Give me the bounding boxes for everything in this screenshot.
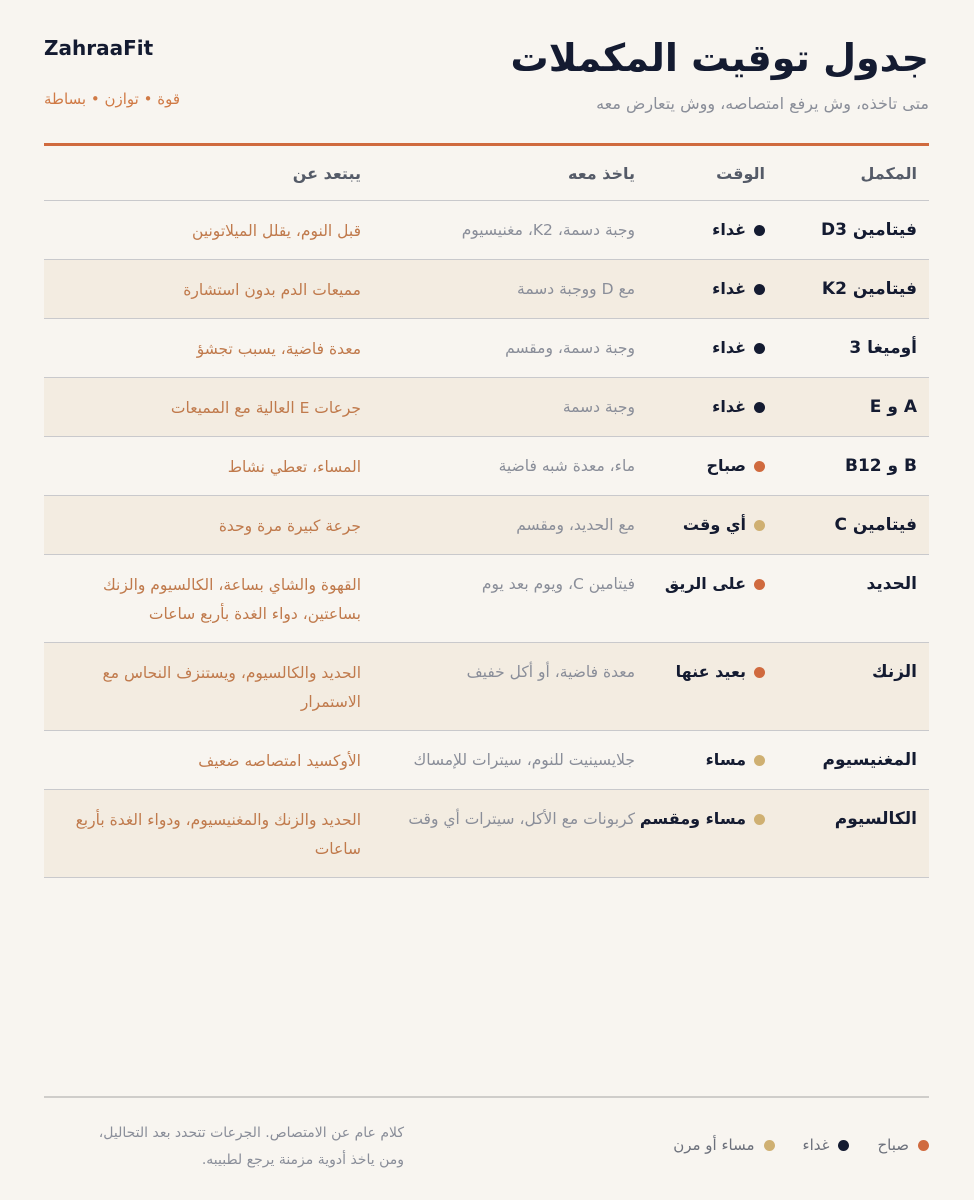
- table-row: [44, 643, 929, 731]
- supplement-name: المغنيسيوم: [822, 750, 917, 770]
- legend-item: [877, 1136, 929, 1154]
- cell-supplement: [765, 437, 929, 496]
- cell-time: [635, 731, 765, 790]
- supplement-name: A و E: [869, 397, 917, 417]
- cell-time: [635, 378, 765, 437]
- cell-take-with: [361, 260, 635, 319]
- time-label: صباح: [706, 456, 746, 475]
- legend-item: [803, 1136, 850, 1154]
- time-dot-icon: [754, 667, 765, 678]
- supplement-name: B و B12: [845, 456, 917, 476]
- cell-take-with: [361, 496, 635, 555]
- table-row: [44, 731, 929, 790]
- take-with-text: فيتامين C، ويوم بعد يوم: [481, 575, 635, 593]
- supplement-name: الزنك: [872, 662, 917, 682]
- cell-take-with: [361, 201, 635, 260]
- cell-time: [635, 437, 765, 496]
- legend: [645, 1136, 929, 1154]
- take-with-text: جلايسينيت للنوم، سيترات للإمساك: [413, 751, 635, 769]
- legend-dot-icon: [918, 1140, 929, 1151]
- take-with-text: كربونات مع الأكل، سيترات أي وقت: [408, 810, 635, 828]
- cell-time: [635, 319, 765, 378]
- avoid-text: مميعات الدم بدون استشارة: [183, 281, 361, 299]
- table-row: [44, 260, 929, 319]
- avoid-text: قبل النوم، يقلل الميلاتونين: [192, 222, 361, 240]
- cell-time: [635, 496, 765, 555]
- supplement-name: فيتامين C: [834, 515, 917, 535]
- avoid-text: المساء، تعطي نشاط: [227, 458, 361, 476]
- footer-note-line: كلام عام عن الامتصاص. الجرعات تتحدد بعد التحاليل،: [98, 1125, 404, 1141]
- avoid-text: الأوكسيد امتصاصه ضعيف: [198, 752, 361, 770]
- take-with-text: وجبة دسمة، K2، مغنيسيوم: [461, 221, 635, 239]
- brand-logo-text: ZahraaFit: [44, 36, 154, 60]
- cell-supplement: [765, 790, 929, 878]
- take-with-text: ماء، معدة شبه فاضية: [498, 457, 635, 475]
- column-header-take-with: ياخذ معه: [361, 146, 635, 201]
- cell-take-with: [361, 790, 635, 878]
- time-dot-icon: [754, 343, 765, 354]
- cell-supplement: [765, 260, 929, 319]
- cell-time: [635, 555, 765, 643]
- time-dot-icon: [754, 284, 765, 295]
- page: [44, 0, 929, 1200]
- time-label: غداء: [712, 220, 746, 239]
- footer-divider: [44, 1096, 929, 1098]
- cell-avoid: [44, 378, 361, 437]
- cell-supplement: [765, 731, 929, 790]
- time-dot-icon: [754, 755, 765, 766]
- cell-take-with: [361, 378, 635, 437]
- cell-avoid: [44, 496, 361, 555]
- legend-label: غداء: [802, 1136, 830, 1154]
- table-row: [44, 790, 929, 878]
- column-header-supplement: المكمل: [765, 146, 929, 201]
- cell-time: [635, 201, 765, 260]
- footer-note-line: ومن ياخذ أدوية مزمنة يرجع لطبيبه.: [201, 1152, 404, 1168]
- cell-take-with: [361, 731, 635, 790]
- cell-avoid: [44, 643, 361, 731]
- avoid-text: جرعات E العالية مع المميعات: [170, 399, 361, 417]
- brand-tagline: قوة • توازن • بساطة: [44, 90, 181, 108]
- cell-take-with: [361, 319, 635, 378]
- cell-time: [635, 643, 765, 731]
- table-header-row: [44, 146, 929, 201]
- take-with-text: مع D ووجبة دسمة: [517, 280, 635, 298]
- supplement-table: [44, 146, 929, 878]
- cell-supplement: [765, 378, 929, 437]
- cell-supplement: [765, 201, 929, 260]
- time-label: مساء: [705, 750, 746, 769]
- take-with-text: وجبة دسمة، ومقسم: [505, 339, 635, 357]
- avoid-text: جرعة كبيرة مرة وحدة: [218, 517, 361, 535]
- cell-take-with: [361, 437, 635, 496]
- cell-time: [635, 790, 765, 878]
- time-label: بعيد عنها: [675, 662, 746, 681]
- time-label: غداء: [712, 397, 746, 416]
- avoid-text: معدة فاضية، يسبب تجشؤ: [196, 340, 361, 358]
- take-with-text: مع الحديد، ومقسم: [516, 516, 635, 534]
- time-dot-icon: [754, 225, 765, 236]
- take-with-text: وجبة دسمة: [562, 398, 635, 416]
- supplement-name: الحديد: [866, 574, 917, 594]
- cell-take-with: [361, 555, 635, 643]
- time-dot-icon: [754, 402, 765, 413]
- cell-avoid: [44, 437, 361, 496]
- time-label: غداء: [712, 338, 746, 357]
- cell-avoid: [44, 731, 361, 790]
- time-label: مساء ومقسم: [639, 809, 746, 828]
- cell-avoid: [44, 319, 361, 378]
- cell-time: [635, 260, 765, 319]
- cell-avoid: [44, 201, 361, 260]
- header: [44, 36, 929, 126]
- column-header-avoid: يبتعد عن: [44, 146, 361, 201]
- legend-dot-icon: [838, 1140, 849, 1151]
- table-row: [44, 201, 929, 260]
- table-row: [44, 319, 929, 378]
- cell-avoid: [44, 555, 361, 643]
- avoid-text: القهوة والشاي بساعة، الكالسيوم والزنك بساعتين، دواء الغدة بأربع ساعات: [102, 576, 361, 623]
- take-with-text: معدة فاضية، أو أكل خفيف: [466, 663, 635, 681]
- footer-note: [44, 1120, 404, 1174]
- cell-supplement: [765, 555, 929, 643]
- table-row: [44, 437, 929, 496]
- time-label: على الريق: [664, 574, 746, 593]
- legend-label: مساء أو مرن: [673, 1136, 755, 1154]
- cell-supplement: [765, 643, 929, 731]
- cell-avoid: [44, 790, 361, 878]
- cell-avoid: [44, 260, 361, 319]
- legend-label: صباح: [877, 1136, 909, 1154]
- supplement-name: أوميغا 3: [849, 338, 917, 358]
- time-dot-icon: [754, 461, 765, 472]
- time-dot-icon: [754, 579, 765, 590]
- avoid-text: الحديد والكالسيوم، ويستنزف النحاس مع الاستمرار: [102, 664, 361, 711]
- table-row: [44, 378, 929, 437]
- time-label: غداء: [712, 279, 746, 298]
- supplement-name: فيتامين D3: [820, 220, 917, 240]
- cell-take-with: [361, 643, 635, 731]
- time-dot-icon: [754, 520, 765, 531]
- table-row: [44, 555, 929, 643]
- table-row: [44, 496, 929, 555]
- legend-dot-icon: [764, 1140, 775, 1151]
- column-header-time: الوقت: [635, 146, 765, 201]
- cell-supplement: [765, 319, 929, 378]
- legend-item: [673, 1136, 774, 1154]
- avoid-text: الحديد والزنك والمغنيسيوم، ودواء الغدة بأربع ساعات: [75, 811, 361, 858]
- page-title: جدول توقيت المكملات: [510, 36, 929, 80]
- cell-supplement: [765, 496, 929, 555]
- supplement-name: فيتامين K2: [821, 279, 917, 299]
- page-subtitle: متى تاخذه، وش يرفع امتصاصه، ووش يتعارض معه: [596, 94, 929, 113]
- time-label: أي وقت: [682, 515, 746, 534]
- time-dot-icon: [754, 814, 765, 825]
- supplement-name: الكالسيوم: [834, 809, 917, 829]
